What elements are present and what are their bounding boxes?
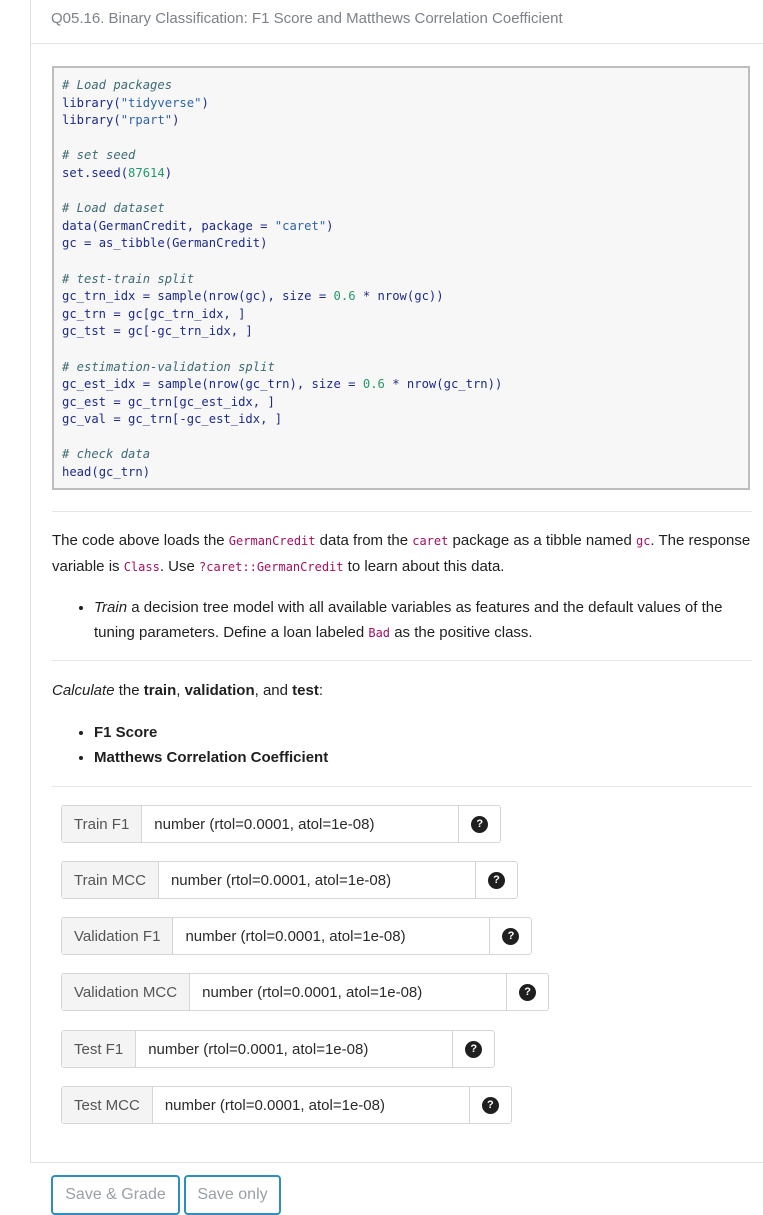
- question-card: [30, 0, 763, 1163]
- code-token: as_tibble: [98, 236, 165, 251]
- text: as the positive class.: [390, 624, 533, 641]
- code-token: sample: [157, 289, 202, 304]
- code-token: gc_trn = gc[gc_trn_idx, ]: [62, 306, 246, 321]
- code-line: [62, 147, 748, 165]
- inline-code: Bad: [368, 626, 391, 640]
- code-token: (: [113, 95, 121, 110]
- answer-row-test-mcc: [61, 1086, 512, 1124]
- text: ,: [176, 682, 185, 699]
- instruction-item: [94, 595, 752, 646]
- description-paragraph: [52, 528, 752, 580]
- code-line: [62, 165, 748, 183]
- code-token: ): [164, 165, 173, 180]
- code-line: [62, 464, 748, 482]
- code-blank-line: [62, 183, 748, 201]
- text: to learn about this data.: [343, 558, 505, 575]
- code-token: # set seed: [62, 148, 136, 163]
- code-line: [62, 218, 748, 236]
- answer-label: Test MCC: [62, 1087, 153, 1123]
- code-token: gc_tst = gc[-gc_trn_idx, ]: [62, 324, 253, 339]
- question-circle-icon: ?: [482, 1097, 499, 1114]
- code-line: [62, 77, 748, 95]
- code-token: (GermanCredit, package =: [91, 218, 275, 233]
- answer-row-train-f1: [61, 805, 501, 843]
- answer-label: Train F1: [62, 806, 142, 842]
- answer-label: Test F1: [62, 1031, 136, 1067]
- code-token: 0.6: [333, 289, 356, 304]
- inline-code: gc: [635, 534, 651, 548]
- code-blank-line: [62, 130, 748, 148]
- code-token: gc_est = gc_trn[gc_est_idx, ]: [62, 394, 275, 409]
- code-token: set.seed: [62, 165, 121, 180]
- code-token: 87614: [128, 165, 165, 180]
- question-circle-icon: ?: [465, 1041, 482, 1058]
- code-token: (gc_trn): [91, 465, 151, 480]
- code-token: nrow: [406, 377, 437, 392]
- answer-row-validation-f1: [61, 917, 532, 955]
- code-token: ): [201, 95, 209, 110]
- code-blank-line: [62, 429, 748, 447]
- code-token: # estimation-validation split: [62, 359, 275, 374]
- text: the: [114, 682, 144, 699]
- text: , and: [254, 682, 293, 699]
- code-token: (GermanCredit): [164, 236, 268, 251]
- validation-mcc-input[interactable]: number (rtol=0.0001, atol=1e-08): [190, 974, 507, 1010]
- question-circle-icon: ?: [488, 872, 505, 889]
- code-token: *: [355, 289, 378, 304]
- divider: [52, 660, 752, 661]
- train-mcc-input[interactable]: number (rtol=0.0001, atol=1e-08): [159, 862, 476, 898]
- answer-label: Validation F1: [62, 918, 173, 954]
- answer-row-test-f1: [61, 1030, 495, 1068]
- emphasis: Train: [94, 599, 128, 616]
- code-line: [62, 411, 748, 429]
- code-token: ): [326, 218, 334, 233]
- bold-text: test: [292, 682, 319, 699]
- code-token: *: [384, 377, 407, 392]
- help-button[interactable]: [459, 806, 500, 842]
- code-line: [62, 95, 748, 113]
- divider: [52, 511, 752, 512]
- test-mcc-input[interactable]: number (rtol=0.0001, atol=1e-08): [153, 1087, 470, 1123]
- code-token: (: [113, 113, 121, 128]
- code-token: nrow: [377, 289, 407, 304]
- code-token: (gc_trn), size =: [238, 377, 363, 392]
- code-token: # Load packages: [62, 78, 173, 92]
- code-blank-line: [62, 253, 748, 271]
- inline-code: ?caret::GermanCredit: [199, 560, 344, 574]
- code-token: gc_val = gc_trn[-gc_est_idx, ]: [62, 412, 283, 427]
- help-button[interactable]: [453, 1031, 494, 1067]
- answer-row-validation-mcc: [61, 973, 549, 1011]
- save-and-grade-button[interactable]: Save & Grade: [51, 1175, 180, 1215]
- test-f1-input[interactable]: number (rtol=0.0001, atol=1e-08): [136, 1031, 453, 1067]
- code-line: [62, 446, 748, 464]
- metric-item: [94, 745, 752, 770]
- text: a decision tree model with all available variables as features and the default values of the tuning parameters. Define a loan labeled: [94, 599, 723, 641]
- code-token: gc =: [62, 236, 99, 251]
- inline-code: GermanCredit: [228, 534, 316, 548]
- bold-text: validation: [184, 682, 255, 699]
- answer-label: Train MCC: [62, 862, 159, 898]
- code-token: (: [120, 165, 129, 180]
- metric-label: F1 Score: [94, 724, 158, 741]
- text: . Use: [159, 558, 200, 575]
- calculate-instruction: [52, 678, 752, 703]
- code-token: nrow: [208, 289, 239, 304]
- inline-code: caret: [412, 534, 449, 548]
- emphasis: Calculate: [52, 682, 115, 699]
- code-line: [62, 394, 748, 412]
- code-token: "tidyverse": [120, 95, 202, 110]
- train-f1-input[interactable]: number (rtol=0.0001, atol=1e-08): [142, 806, 459, 842]
- bold-text: train: [143, 682, 177, 699]
- question-circle-icon: ?: [519, 984, 536, 1001]
- code-token: (gc), size =: [238, 289, 334, 304]
- answer-label: Validation MCC: [62, 974, 190, 1010]
- help-button[interactable]: [470, 1087, 511, 1123]
- code-token: (gc)): [406, 289, 444, 304]
- code-token: gc_est_idx =: [62, 377, 158, 392]
- code-token: head: [62, 465, 92, 480]
- code-token: # test-train split: [62, 271, 195, 286]
- help-button[interactable]: [476, 862, 517, 898]
- question-circle-icon: ?: [471, 816, 488, 833]
- help-button[interactable]: [507, 974, 548, 1010]
- code-token: (: [201, 289, 209, 304]
- code-line: [62, 306, 748, 324]
- inline-code: Class: [123, 560, 160, 574]
- code-token: "rpart": [120, 113, 173, 128]
- code-block: [52, 66, 750, 490]
- code-token: ): [172, 113, 180, 128]
- code-line: [62, 359, 748, 377]
- code-token: (gc_trn)): [436, 377, 503, 392]
- save-only-button[interactable]: Save only: [184, 1175, 281, 1215]
- answer-row-train-mcc: [61, 861, 518, 899]
- metric-label: Matthews Correlation Coefficient: [94, 749, 329, 766]
- text: data from the: [315, 532, 413, 549]
- text: :: [318, 682, 323, 699]
- code-line: [62, 271, 748, 289]
- code-line: [62, 288, 748, 306]
- code-blank-line: [62, 341, 748, 359]
- question-title: Q05.16. Binary Classification: F1 Score and Matthews Correlation Coefficient: [31, 0, 763, 44]
- code-token: sample: [157, 377, 202, 392]
- code-token: library: [62, 95, 114, 110]
- help-button[interactable]: [490, 918, 531, 954]
- question-circle-icon: ?: [502, 928, 519, 945]
- code-token: library: [62, 113, 114, 128]
- metric-item: [94, 720, 752, 745]
- code-token: "caret": [274, 218, 327, 233]
- code-token: gc_trn_idx =: [62, 289, 158, 304]
- divider: [52, 786, 752, 787]
- code-token: # check data: [62, 447, 151, 462]
- code-token: nrow: [208, 377, 239, 392]
- text: . The response variable is: [52, 532, 751, 575]
- metric-list: [52, 720, 752, 770]
- code-token: # Load dataset: [62, 201, 165, 216]
- text: The code above loads the: [52, 532, 229, 549]
- code-line: [62, 323, 748, 341]
- code-line: [62, 235, 748, 253]
- code-token: data: [62, 218, 92, 233]
- code-line: [62, 376, 748, 394]
- code-token: 0.6: [362, 377, 385, 392]
- instruction-list: [52, 595, 752, 646]
- validation-f1-input[interactable]: number (rtol=0.0001, atol=1e-08): [173, 918, 490, 954]
- code-line: [62, 200, 748, 218]
- text: package as a tibble named: [448, 532, 636, 549]
- code-token: (: [201, 377, 209, 392]
- code-line: [62, 112, 748, 130]
